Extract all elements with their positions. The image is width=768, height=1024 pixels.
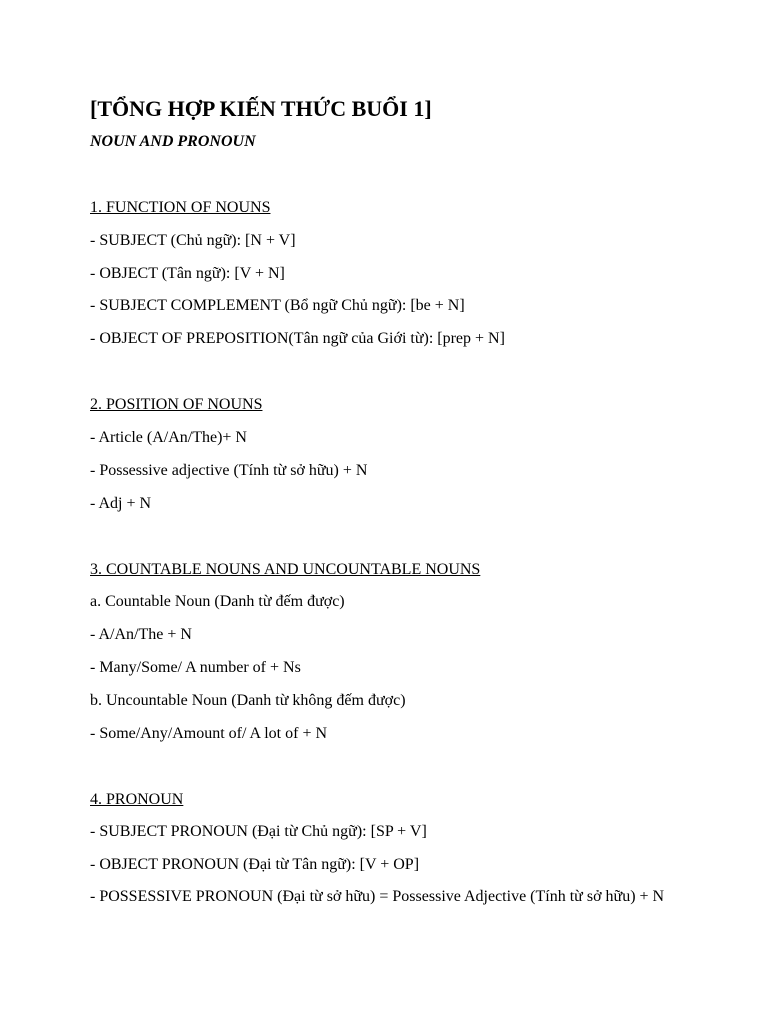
section-function-of-nouns: [90, 197, 690, 350]
section-line: - SUBJECT (Chủ ngữ): [N + V]: [90, 231, 296, 249]
section-line: - Adj + N: [90, 494, 152, 512]
section-line: - POSSESSIVE PRONOUN (Đại từ sở hữu) = Possessive Adjective (Tính từ sở hữu) + N: [90, 887, 665, 905]
section-line: - SUBJECT COMPLEMENT (Bổ ngữ Chủ ngữ): [be + N]: [90, 297, 465, 315]
section-heading: 4. PRONOUN: [90, 790, 184, 808]
section-line: - OBJECT (Tân ngữ): [V + N]: [90, 264, 285, 282]
section-line: - SUBJECT PRONOUN (Đại từ Chủ ngữ): [SP + V]: [90, 823, 427, 841]
document-subtitle: NOUN AND PRONOUN: [90, 133, 256, 150]
section-line: - OBJECT OF PREPOSITION(Tân ngữ của Giới từ): [prep + N]: [90, 330, 505, 348]
section-line: - Possessive adjective (Tính từ sở hữu) + N: [90, 461, 368, 479]
document-page: [90, 95, 690, 907]
section-position-of-nouns: [90, 394, 690, 514]
section-line: a. Countable Noun (Danh từ đếm được): [90, 593, 345, 611]
section-line: - OBJECT PRONOUN (Đại từ Tân ngữ): [V + OP]: [90, 856, 420, 874]
section-line: b. Uncountable Noun (Danh từ không đếm được): [90, 691, 406, 709]
section-heading: 2. POSITION OF NOUNS: [90, 396, 263, 414]
section-line: - Article (A/An/The)+ N: [90, 428, 247, 446]
section-heading: 1. FUNCTION OF NOUNS: [90, 199, 271, 216]
document-title: [TỔNG HỢP KIẾN THỨC BUỔI 1]: [90, 96, 432, 121]
section-countable-uncountable-nouns: [90, 559, 690, 745]
section-pronoun: [90, 789, 690, 907]
section-line: - Many/Some/ A number of + Ns: [90, 658, 301, 676]
section-heading: 3. COUNTABLE NOUNS AND UNCOUNTABLE NOUNS: [90, 560, 481, 578]
section-line: - A/An/The + N: [90, 626, 192, 644]
section-line: - Some/Any/Amount of/ A lot of + N: [90, 724, 328, 742]
